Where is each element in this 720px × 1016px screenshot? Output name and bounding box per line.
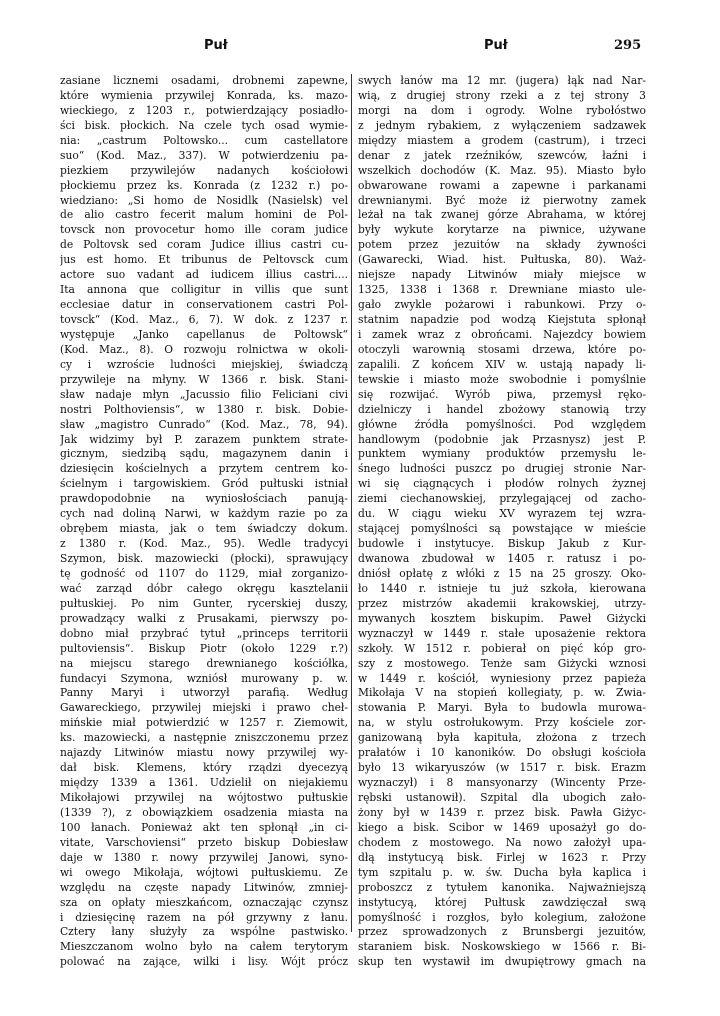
text-line: du. W ciągu wieku XV wyrazem tej wzra- [358,507,646,521]
text-line: proboszcz z tytułem kanonika. Najważniejszą [358,880,646,894]
text-line: przez mistrzów akademii krakowskiej, utrzy- [358,596,646,610]
text-line: tę godność od 1107 do 1129, miał zorganizo- [60,566,348,580]
text-line: na miejscu starego drewnianego kościółka, [60,656,348,670]
text-line: sław „magistro Cunrado“ (Kod. Maz., 78, 94). [60,417,348,431]
text-line: żony był w 1439 r. przez bisk. Pawła Giżyc- [358,805,646,819]
text-line: Mieszczanom wolno było na całem terytorym [60,940,348,954]
text-line: w 1449 r. kościół, wyniesiony przez papieża [358,671,646,685]
text-line: stowania P. Maryi. Była to budowla murowa- [358,701,646,715]
text-line: jus est homo. Et tribunus de Peltovsck cum [60,253,348,267]
text-line: przez sprowadzonych z Brunsbergi jezuitów, [358,925,646,939]
text-line: z 1380 r. (Kod. Maz., 95). Wedle tradycyi [60,537,348,551]
text-line: między 1339 a 1361. Udzielił on niejakiemu [60,776,348,790]
text-line: swych łanów ma 12 mr. (jugera) łąk nad Nar- [358,74,646,87]
text-line: cy i wzroście ludności miejskiej, świadczą [60,357,348,371]
text-line: instytucyą, której Pułtusk zawdzięczał swą [358,895,646,909]
text-line: nia: „castrum Poltowsko... cum castellatore [60,133,348,147]
text-line: Panny Maryi i utworzył parafią. Według [60,686,348,700]
text-line: punktem wymiany produktów przemysłu le- [358,447,646,461]
text-line: ścielnym i targowiskiem. Gród pułtuski istniał [60,477,348,491]
text-line: Cztery łany służyły za wspólne pastwisko. [60,925,348,939]
text-line: daje w 1380 r. nowy przywilej Janowi, syno- [60,850,348,864]
text-line: zasiane licznemi osadami, drobnemi zapewne, [60,74,348,87]
text-line: chodem z mostowego. Na nowo założył upa- [358,835,646,849]
text-line: które wymienia przywilej Konrada, ks. mazo- [60,88,348,102]
text-line: dwanowa zbudował w 1405 r. ratusz i po- [358,552,646,565]
text-line: skup ten wystawił im dwupiętrowy gmach na [358,955,646,969]
text-line: zapalili. Z końcem XIV w. ustają napady li- [358,357,646,371]
text-line: budowle i instytucye. Biskup Jakub z Kur- [358,537,646,551]
text-line: prowadzący walki z Prusakami, pierwszy po- [60,611,348,625]
text-line: stającej pomyślności są powstające w mieście [358,522,646,536]
text-line: leżał na tak zwanej górze Abrahama, w której [358,208,646,222]
text-line: dziesięcin kościelnych a przytem centrem ko- [60,462,348,476]
text-line: (Kod. Maz., 8). O rozwoju rolnictwa w okoli- [60,342,348,356]
text-line: szy z mostowego. Tenże sam Giżycki wznosi [358,656,646,670]
text-line: z jednym rybakiem, z wyłączeniem sadzawek [358,118,646,132]
text-line: główne źródła pomyślności. Pod względem [358,417,646,431]
text-line: kiego a bisk. Scibor w 1469 uposażył go do- [358,820,646,834]
text-line: ści bisk. płockich. Na czele tych osad wymie- [60,118,348,132]
text-line: prałatów i 10 kanoników. Do obsługi kościoła [358,746,646,760]
text-line: między miastem a grodem (castrum), i trzeci [358,133,646,147]
text-line: ło 1440 r. istnieje tu już szkoła, kierowana [358,581,646,595]
column-divider [351,74,352,932]
text-line: gicznym, siedzibą sądu, magazynem danin i [60,447,348,461]
text-line: ganizowaną była kapituła, złożona z trzech [358,731,646,745]
text-line: (1339 ?), z obowiązkiem osadzenia miasta na [60,805,348,819]
text-line: Mikołajowi przywilej na wójtostwo pułtuskie [60,791,348,804]
text-line: statnim napadzie pod wodzą Kiejstuta spłonął [358,313,646,326]
text-line: dzielniczy i handel zbożowy stanowią trzy [358,402,646,416]
text-line: na, w stylu ostrołukowym. Przy kościele zor- [358,716,646,730]
text-line: sław nadaje młyn „Jacussio filio Feliciani civi [60,387,348,401]
text-line: cych nad doliną Narwi, w każdym razie po za [60,507,348,521]
text-line: staraniem bisk. Noskowskiego w 1566 r. Bi- [358,940,646,954]
text-line: prawdopodobnie na wyniosłościach panują- [60,492,348,506]
text-line: Ita annona que colligitur in villis que sunt [60,283,348,297]
text-line: tovsck non provocetur homo ille coram judice [60,223,348,237]
text-line: morgi na dom i ogrody. Wolne rybołóstwo [358,103,646,117]
text-line: polować na zające, wilki i lisy. Wójt prócz [60,955,348,969]
text-line: dniósł opłatę z włóki z 15 na 25 groszy. Oko- [358,566,646,580]
text-line: tovsck“ (Kod. Maz., 6, 7). W dok. z 1237 r. [60,313,348,326]
text-line: pultoviensis“. Biskup Piotr (około 1229 r.?) [60,641,348,655]
text-line: handlowym (podobnie jak Przasnysz) jest P. [358,432,646,446]
running-header-left: Puł [204,38,228,53]
right-text-column [358,74,646,970]
text-line: dał bisk. Klemens, który rządzi dyecezyą [60,761,348,775]
text-line: i zamek wraz z obrońcami. Najezdcy bowiem [358,327,646,341]
text-line: względu na częste napady Litwinów, zmniej- [60,880,348,894]
text-line: wszelkich dochodów (K. Maz. 95). Miasto było [358,163,646,177]
text-line: były wykute korytarze na piwnice, używane [358,223,646,237]
text-line: i dziesięcinę razem na pół grzywny z łanu. [60,910,348,924]
text-line: (Gawarecki, Wiad. hist. Pułtuska, 80). Waż- [358,253,646,267]
text-line: pułtuskiej. Po nim Gunter, rycerskiej duszy, [60,596,348,610]
text-line: dłą instytucyą bisk. Firlej w 1623 r. Przy [358,850,646,864]
text-line: tym szpitalu p. w. św. Ducha była kaplica i [358,865,646,879]
text-line: Jak widzimy był P. zarazem punktem strate- [60,432,348,446]
text-line: wi się ciągnących i płodów rolnych żyznej [358,477,646,491]
text-line: ziemi ciechanowskiej, przylegającej od zacho- [358,492,646,506]
text-line: szkoły. W 1512 r. pobierał on pięć kóp gro- [358,641,646,655]
text-line: ks. mazowiecki, a następnie zniszczonemu przez [60,731,348,745]
page-number: 295 [614,38,642,53]
text-line: fundacyi Szymona, wzniósł murowany p. w. [60,671,348,685]
text-line: denar z jatek rzeźników, szewców, łaźni i [358,148,646,162]
text-line: otoczyli warownią stosami drzewa, które po- [358,342,646,356]
text-line: wiedziano: „Si homo de Nosidlk (Nasielsk) vel [60,193,348,207]
text-line: actore suo vadant ad iudicem illius castri.... [60,268,348,282]
text-line: rębski ustanowił). Szpital dla ubogich zało- [358,791,646,804]
text-line: wią, z drugiej strony rzeki a z tej strony 3 [358,88,646,102]
text-line: przywileje na młyny. W 1366 r. bisk. Stani- [60,372,348,386]
text-line: Gawareckiego, przywilej miejski i prawo cheł- [60,701,348,715]
text-line: 100 łanach. Ponieważ akt ten spłonął „in ci- [60,820,348,834]
text-line: sza on opłaty mieszkańcom, oznaczając czynsz [60,895,348,909]
text-line: wieckiego, z 1203 r., potwierdzający posiadło- [60,103,348,117]
text-line: gało zwykle pożarowi i rabunkowi. Przy o- [358,298,646,312]
text-line: mińskie miał potwierdzić w 1257 r. Ziemowit, [60,716,348,730]
text-line: de Poltovsk sed coram Judice illius castri cu- [60,238,348,252]
text-line: się rozwijać. Wyrób piwa, przemysł ręko- [358,387,646,401]
text-line: Mikołaja V na stopień kollegiaty, p. w. Zwia- [358,686,646,700]
text-line: potem przez jezuitów na składy żywności [358,238,646,252]
text-line: niejsze napady Litwinów miały miejsce w [358,268,646,282]
text-line: płockiemu przez ks. Konrada (z 1232 r.) po- [60,178,348,192]
left-text-column [60,74,348,970]
text-line: pomyślność i rozgłos, było kolegium, założone [358,910,646,924]
text-line: obrębem miasta, jak o tem świadczy dokum. [60,522,348,536]
text-line: suo“ (Kod. Maz., 337). W potwierdzeniu pa- [60,148,348,162]
text-line: dobno miał przybrać tytuł „princeps territorii [60,626,348,640]
text-line: było 13 wikaryuszów (w 1517 r. bisk. Erazm [358,761,646,775]
text-line: vitate, Varschoviensi“ przeto biskup Dobiesław [60,835,348,849]
running-header-right: Puł [484,38,508,53]
text-line: tewskie i miasto może swobodnie i pomyślnie [358,372,646,386]
text-line: ecclesiae datur in conservationem castri Pol- [60,298,348,312]
text-line: wać zarząd dóbr całego okręgu kasztelanii [60,581,348,595]
text-line: najazdy Litwinów miastu nowy przywilej wy- [60,746,348,760]
text-line: nostri Polthoviensis“, w 1380 r. bisk. Dobie- [60,402,348,416]
text-line: śnego ludności puszcz po drugiej stronie Nar- [358,462,646,476]
text-line: wi owego Mikołaja, wójtowi pułtuskiemu. Ze [60,865,348,879]
text-line: wyznaczył) i 8 mansyonarzy (Wincenty Prze- [358,776,646,790]
text-line: de alio castro fecerit malum homini de Pol- [60,208,348,222]
text-line: występuje „Janko capellanus de Poltowsk“ [60,327,348,341]
text-line: 1325, 1338 i 1368 r. Drewniane miasto ule- [358,283,646,297]
text-line: wyznaczył w 1449 r. stałe uposażenie rektora [358,626,646,640]
text-line: mywanych kosztem biskupim. Paweł Giżycki [358,611,646,625]
text-line: drewnianymi. Być może iż pierwotny zamek [358,193,646,207]
text-line: Szymon, bisk. mazowiecki (płocki), sprawujący [60,552,348,565]
text-line: piezkiem przywilejów nadanych kościołowi [60,163,348,177]
text-line: obwarowane rowami a zapewne i parkanami [358,178,646,192]
